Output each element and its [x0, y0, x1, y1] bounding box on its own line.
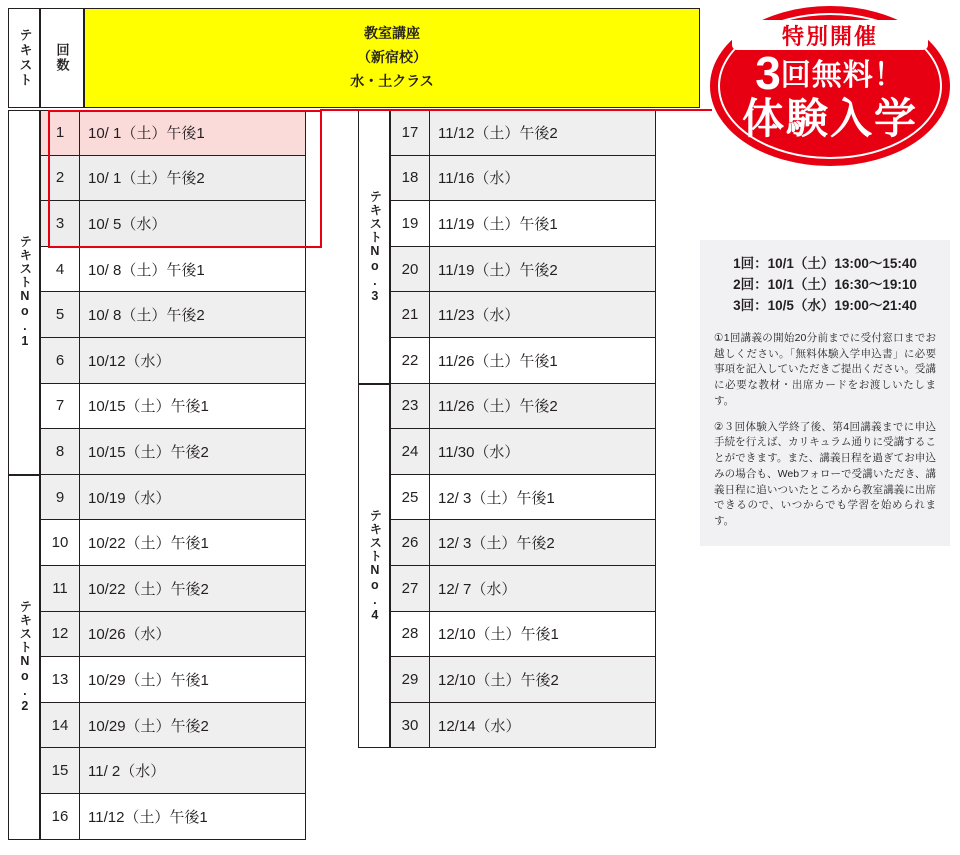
badge-free-count: [710, 47, 950, 99]
session-date: 10/ 8（土）午後2: [80, 292, 306, 338]
session-date: 12/ 3（土）午後1: [430, 475, 656, 521]
session-number: 9: [40, 475, 80, 521]
session-date: 11/12（土）午後1: [80, 794, 306, 840]
session-number: 15: [40, 748, 80, 794]
session-date: 12/ 7（水）: [430, 566, 656, 612]
text-group-labels: [358, 110, 390, 748]
table-row: [40, 566, 306, 612]
header-text-label: テキスト: [8, 8, 40, 108]
session-number: 16: [40, 794, 80, 840]
table-row: [40, 384, 306, 430]
session-number: 24: [390, 429, 430, 475]
session-number: 23: [390, 384, 430, 430]
session-number: 13: [40, 657, 80, 703]
table-row: [390, 475, 656, 521]
table-row: [390, 156, 656, 202]
trial-time-2: 2回：10/1（土）16:30〜19:10: [733, 276, 917, 292]
header-course-title: [84, 8, 700, 108]
session-number: 2: [40, 156, 80, 202]
session-number: 30: [390, 703, 430, 749]
session-number: 19: [390, 201, 430, 247]
session-date: 11/30（水）: [430, 429, 656, 475]
session-date: 10/12（水）: [80, 338, 306, 384]
table-row: [40, 748, 306, 794]
session-date: 10/ 8（土）午後1: [80, 247, 306, 293]
table-row: [40, 429, 306, 475]
session-number: 28: [390, 612, 430, 658]
table-row: [40, 201, 306, 247]
trial-session-times: [714, 254, 936, 317]
header-title-line-3: 水・土クラス: [350, 72, 434, 89]
session-date: 10/22（土）午後1: [80, 520, 306, 566]
session-date: 12/10（土）午後1: [430, 612, 656, 658]
table-row: [40, 794, 306, 840]
badge-number-suffix: 回無料！: [780, 59, 905, 92]
text-group-label: テキストNo.2: [8, 475, 40, 840]
table-row: [40, 292, 306, 338]
session-date: 10/26（水）: [80, 612, 306, 658]
session-date: 10/ 5（水）: [80, 201, 306, 247]
session-number: 8: [40, 429, 80, 475]
table-row: [40, 110, 306, 156]
text-group-label: テキストNo.3: [358, 110, 390, 384]
session-date: 11/26（土）午後2: [430, 384, 656, 430]
trial-time-3: 3回：10/5（水）19:00〜21:40: [733, 297, 917, 313]
session-date: 12/ 3（土）午後2: [430, 520, 656, 566]
trial-badge: [710, 6, 950, 166]
badge-main-label: 体験入学: [741, 95, 918, 142]
session-date: 10/29（土）午後1: [80, 657, 306, 703]
table-row: [40, 703, 306, 749]
session-date: 11/16（水）: [430, 156, 656, 202]
trial-note-2: ②３回体験入学終了後、第4回講義までに申込手続を行えば、カリキュラム通りに受講することができます。また、講義日程を過ぎてお申込みの場合も、Webフォローで受講いただき、講義日程に追いついたところから教室講義に出席できるので、いつからでも学習を始められます。: [714, 420, 936, 528]
session-date: 12/14（水）: [430, 703, 656, 749]
table-row: [390, 247, 656, 293]
table-row: [390, 657, 656, 703]
text-group-label: テキストNo.4: [358, 384, 390, 749]
session-date: 10/15（土）午後2: [80, 429, 306, 475]
trial-highlight-connector: [320, 109, 712, 111]
schedule-column-right: [358, 110, 656, 748]
session-number: 5: [40, 292, 80, 338]
session-date: 11/23（水）: [430, 292, 656, 338]
table-row: [40, 612, 306, 658]
session-date: 10/15（土）午後1: [80, 384, 306, 430]
session-date: 11/19（土）午後2: [430, 247, 656, 293]
session-date: 11/19（土）午後1: [430, 201, 656, 247]
session-date: 11/26（土）午後1: [430, 338, 656, 384]
session-number: 14: [40, 703, 80, 749]
session-date: 10/19（水）: [80, 475, 306, 521]
table-row: [390, 566, 656, 612]
session-number: 4: [40, 247, 80, 293]
header-count-label: 回数: [40, 8, 84, 108]
session-number: 1: [40, 110, 80, 156]
table-row: [40, 520, 306, 566]
session-number: 6: [40, 338, 80, 384]
badge-number: 3: [755, 47, 781, 99]
session-number: 7: [40, 384, 80, 430]
session-date: 11/12（土）午後2: [430, 110, 656, 156]
table-row: [390, 703, 656, 749]
session-date: 10/29（土）午後2: [80, 703, 306, 749]
trial-info-panel: [700, 240, 950, 546]
session-number: 11: [40, 566, 80, 612]
table-row: [390, 429, 656, 475]
session-number: 29: [390, 657, 430, 703]
table-row: [40, 247, 306, 293]
table-row: [40, 338, 306, 384]
session-number: 22: [390, 338, 430, 384]
session-number: 27: [390, 566, 430, 612]
session-date: 10/ 1（土）午後1: [80, 110, 306, 156]
session-number: 18: [390, 156, 430, 202]
table-row: [40, 475, 306, 521]
session-date: 12/10（土）午後2: [430, 657, 656, 703]
schedule-rows: [390, 110, 656, 748]
schedule-rows: [40, 110, 306, 840]
session-date: 11/ 2（水）: [80, 748, 306, 794]
table-row: [390, 110, 656, 156]
session-number: 20: [390, 247, 430, 293]
trial-time-1: 1回：10/1（土）13:00〜15:40: [733, 256, 917, 271]
table-row: [390, 292, 656, 338]
session-number: 25: [390, 475, 430, 521]
table-row: [390, 384, 656, 430]
table-row: [390, 520, 656, 566]
text-group-labels: [8, 110, 40, 840]
session-number: 26: [390, 520, 430, 566]
header-title-line-1: 教室講座: [364, 25, 420, 42]
table-row: [40, 156, 306, 202]
badge-top-label: 特別開催: [732, 20, 928, 50]
session-number: 3: [40, 201, 80, 247]
table-row: [40, 657, 306, 703]
text-group-label: テキストNo.1: [8, 110, 40, 475]
schedule-column-left: [8, 110, 306, 840]
session-number: 10: [40, 520, 80, 566]
header-title-line-2: （新宿校）: [357, 49, 427, 66]
session-date: 10/ 1（土）午後2: [80, 156, 306, 202]
trial-note-1: ①1回講義の開始20分前までに受付窓口までお越しください。「無料体験入学申込書」に必要事項を記入していただきご提出ください。受講に必要な教材・出席カードをお渡しいたします。: [714, 331, 936, 407]
table-row: [390, 201, 656, 247]
session-number: 21: [390, 292, 430, 338]
session-date: 10/22（土）午後2: [80, 566, 306, 612]
session-number: 12: [40, 612, 80, 658]
session-number: 17: [390, 110, 430, 156]
table-row: [390, 338, 656, 384]
table-row: [390, 612, 656, 658]
table-header: [8, 8, 700, 108]
